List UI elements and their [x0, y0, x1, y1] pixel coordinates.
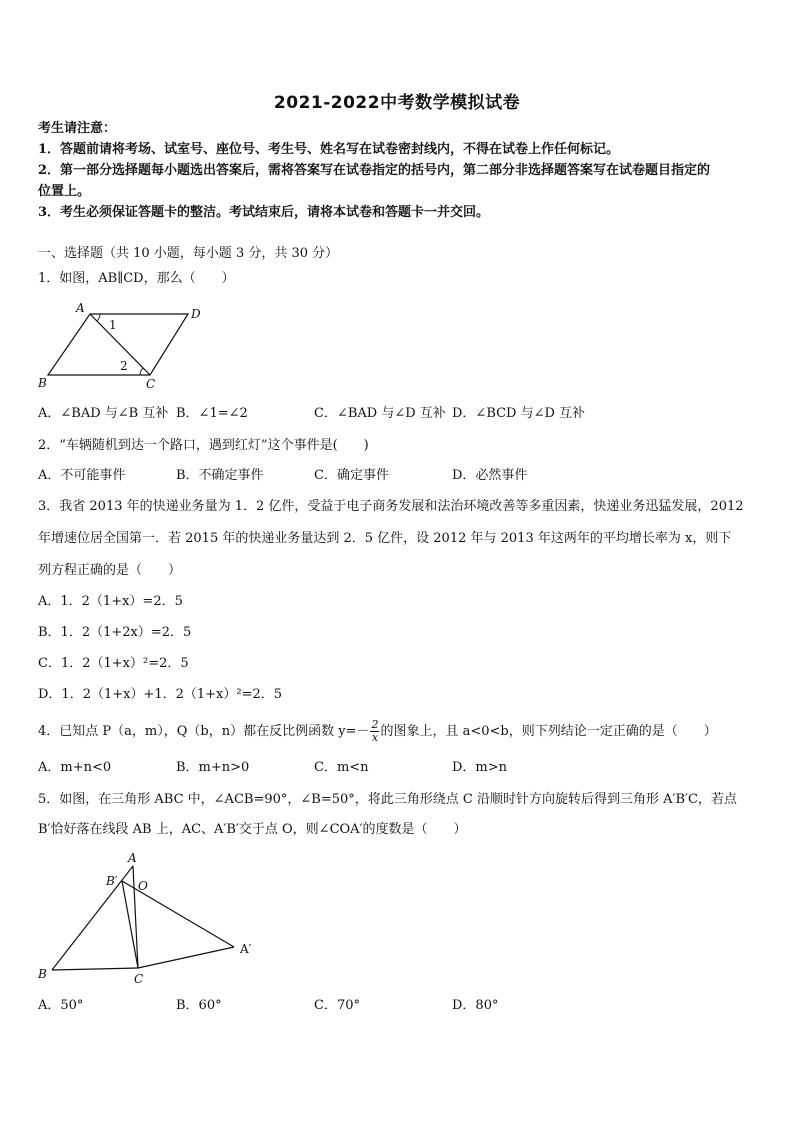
q1-label-C: C — [146, 377, 156, 391]
q5-option-b: B．60° — [176, 998, 222, 1013]
q2-option-b: B．不确定事件 — [176, 468, 264, 483]
notice-heading: 考生请注意： — [38, 121, 117, 136]
q3-stem-line-3: 列方程正确的是（ ） — [38, 563, 182, 578]
q5-stem-line-1: 5．如图，在三角形 ABC 中，∠ACB=90°，∠B=50°，将此三角形绕点 C 沿顺时针方向旋转后得到三角形 A′B′C，若点 — [38, 792, 737, 807]
q4-option-c: C．m<n — [314, 760, 369, 775]
q5-stem-line-2: B′恰好落在线段 AB 上，AC、A′B′交于点 O，则∠COA′的度数是（ ） — [38, 822, 467, 837]
q4-fraction — [370, 719, 379, 744]
q5-figure-triangles — [36, 850, 266, 990]
q5-option-a: A．50° — [38, 998, 84, 1013]
q4-option-b: B．m+n>0 — [176, 760, 250, 775]
q1-option-c: C．∠BAD 与∠D 互补 — [314, 406, 446, 421]
q1-label-A: A — [76, 301, 85, 315]
q1-option-b: B．∠1=∠2 — [176, 406, 248, 421]
q4-fraction-denominator: x — [371, 731, 379, 744]
q4-option-a: A．m+n<0 — [38, 760, 112, 775]
q4-stem — [38, 719, 717, 744]
notice-item-2-cont: 位置上。 — [38, 184, 91, 199]
notice-item-3: 3．考生必须保证答题卡的整洁。考试结束后，请将本试卷和答题卡一并交回。 — [38, 205, 490, 220]
q5-label-B: B — [38, 967, 47, 981]
q5-label-A-prime: A′ — [240, 942, 252, 956]
q3-option-a: A．1．2（1+x）=2．5 — [38, 594, 183, 609]
q5-option-d: D．80° — [452, 998, 499, 1013]
q1-option-d: D．∠BCD 与∠D 互补 — [452, 406, 586, 421]
q4-stem-before: 4．已知点 P（a，m），Q（b，n）都在反比例函数 y=－ — [38, 724, 370, 739]
q2-stem: 2．“车辆随机到达一个路口，遇到红灯”这个事件是( ) — [38, 438, 369, 453]
q5-label-B-prime: B′ — [106, 874, 118, 888]
q3-stem-line-1: 3．我省 2013 年的快递业务量为 1．2 亿件，受益于电子商务发展和法治环境改善等多重因素，快递业务迅猛发展，2012 — [38, 499, 744, 514]
q3-option-b: B．1．2（1+2x）=2．5 — [38, 625, 192, 640]
q5-option-c: C．70° — [314, 998, 360, 1013]
q1-label-angle1: 1 — [109, 318, 117, 332]
q2-option-a: A．不可能事件 — [38, 468, 126, 483]
notice-item-2: 2．第一部分选择题每小题选出答案后，需将答案写在试卷指定的括号内，第二部分非选择题答案写在试卷题目指定的 — [38, 163, 711, 178]
q5-label-C: C — [134, 972, 144, 986]
q1-stem: 1．如图，AB∥CD，那么（ ） — [38, 271, 235, 286]
q2-option-d: D．必然事件 — [452, 468, 528, 483]
q1-label-D: D — [191, 307, 201, 321]
exam-title: 2021-2022中考数学模拟试卷 — [273, 93, 521, 113]
q1-option-a: A．∠BAD 与∠B 互补 — [38, 406, 169, 421]
q4-fraction-numerator: 2 — [371, 718, 379, 731]
q5-label-O: O — [138, 879, 148, 893]
notice-item-1: 1．答题前请将考场、试室号、座位号、考生号、姓名写在试卷密封线内，不得在试卷上作任何标记。 — [38, 142, 620, 157]
q1-figure-parallelogram — [38, 302, 208, 390]
q1-label-B: B — [38, 376, 47, 390]
q1-label-angle2: 2 — [120, 359, 128, 373]
q4-stem-after: 的图象上，且 a<0<b，则下列结论一定正确的是（ ） — [380, 724, 717, 739]
q5-label-A: A — [128, 851, 137, 865]
q3-option-c: C．1．2（1+x）²=2．5 — [38, 656, 189, 671]
section-heading: 一、选择题（共 10 小题，每小题 3 分，共 30 分） — [38, 246, 339, 261]
q3-option-d: D．1．2（1+x）+1．2（1+x）²=2．5 — [38, 687, 283, 702]
q4-option-d: D．m>n — [452, 760, 508, 775]
q2-option-c: C．确定事件 — [314, 468, 389, 483]
q3-stem-line-2: 年增速位居全国第一．若 2015 年的快递业务量达到 2．5 亿件，设 2012 年与 2013 年这两年的平均增长率为 x，则下 — [38, 531, 732, 546]
